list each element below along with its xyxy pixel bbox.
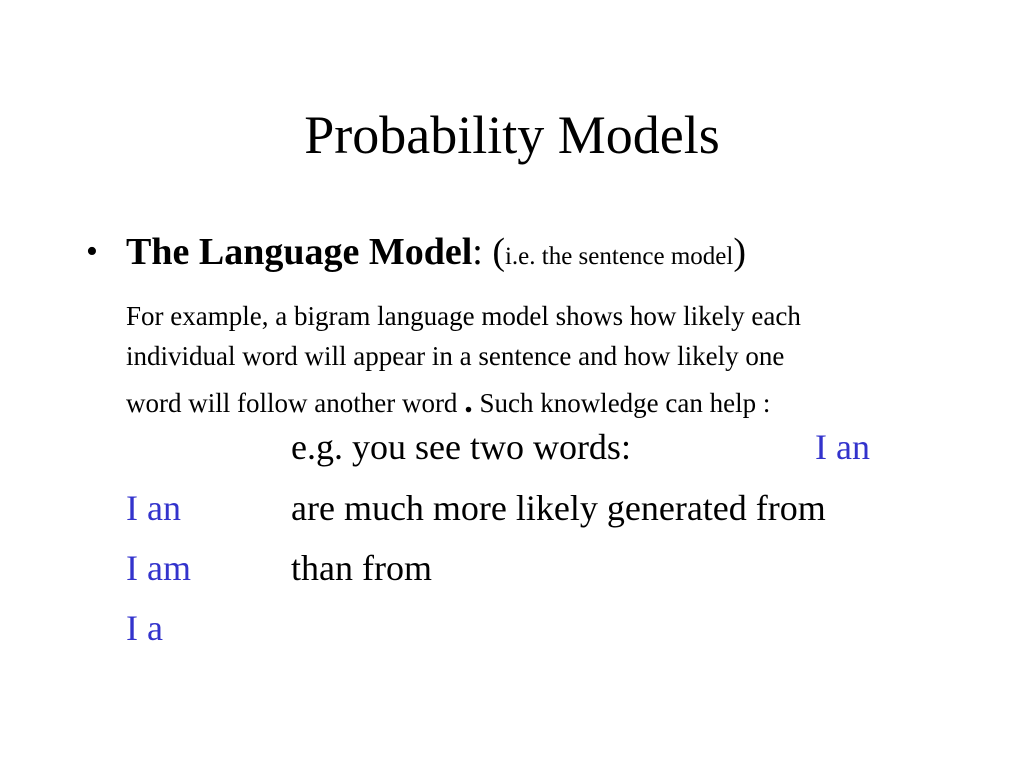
heading-bold-text: The Language Model (126, 231, 473, 273)
paragraph-line-3-dot: . (464, 383, 473, 420)
heading-close-paren: ) (733, 231, 747, 273)
paragraph-line-3-start: word will follow another word (126, 388, 465, 418)
heading-colon: : (472, 231, 483, 273)
paragraph-line-1: For example, a bigram language model shows how likely each (126, 301, 801, 331)
bullet-icon: • (86, 233, 98, 270)
example-intro-phrase: I an (815, 427, 870, 467)
example-row-1-phrase: I an (126, 488, 181, 528)
example-row-3-phrase: I a (126, 608, 163, 648)
slide-title: Probability Models (304, 105, 720, 165)
example-intro: e.g. you see two words: (291, 427, 631, 467)
example-row-2-phrase: I am (126, 548, 191, 588)
paragraph-line-2: individual word will appear in a sentence and how likely one (126, 341, 785, 371)
paragraph-line-3 (126, 382, 770, 423)
heading-open-paren: ( (482, 231, 505, 273)
example-row-1-text: are much more likely generated from (291, 488, 826, 528)
paragraph-line-3-end: Such knowledge can help : (472, 388, 771, 418)
bullet-heading (126, 226, 746, 283)
example-row-2-text: than from (291, 548, 432, 588)
heading-paren-text: i.e. the sentence model (504, 243, 734, 270)
